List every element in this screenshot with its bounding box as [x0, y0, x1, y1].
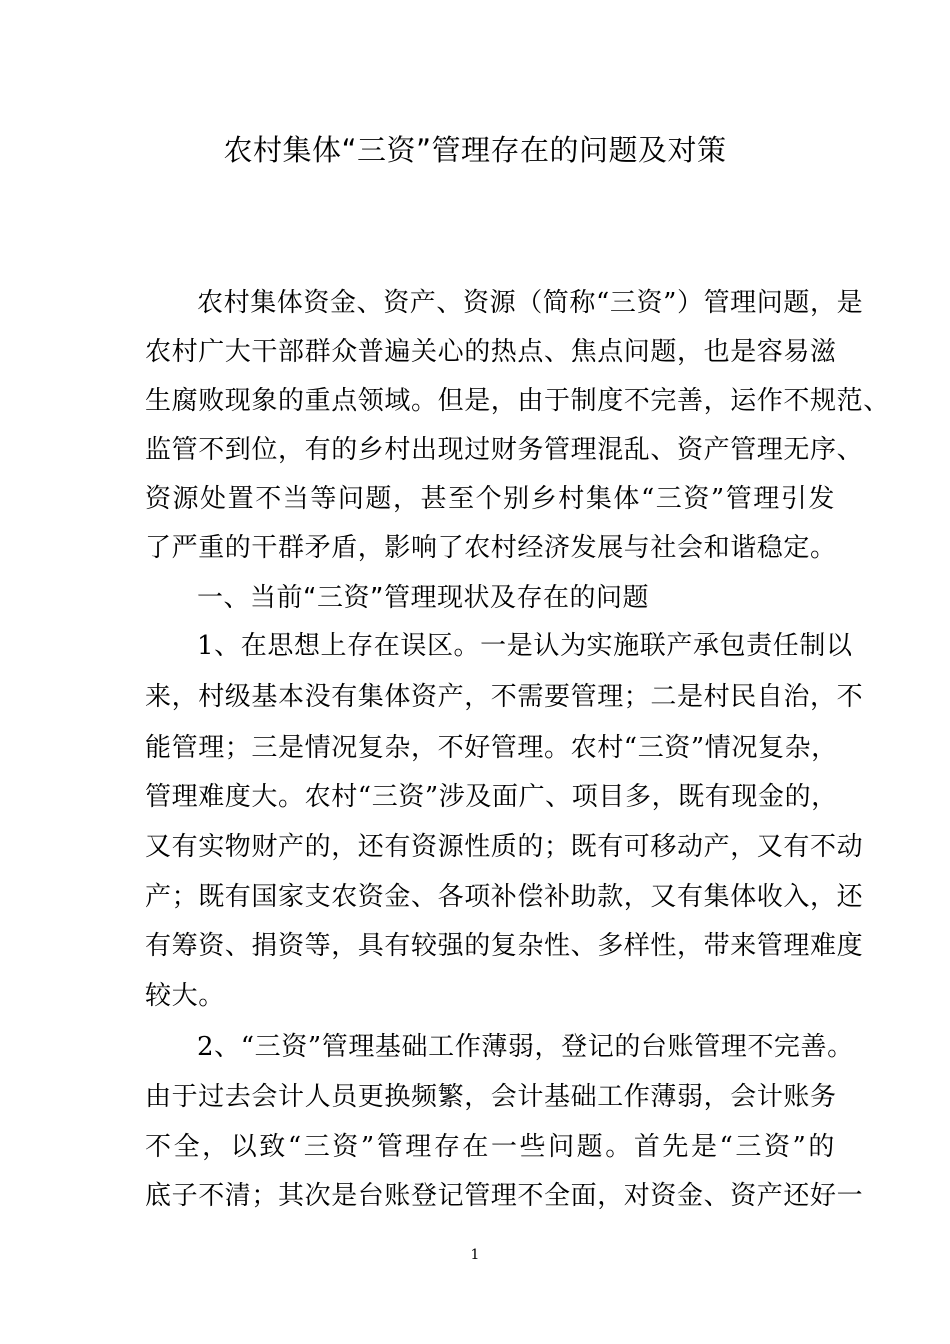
paragraph-1-line-5: 资源处置不当等问题，甚至个别乡村集体“三资”管理引发 — [145, 484, 835, 514]
document-title: 农村集体“三资”管理存在的问题及对策 — [223, 133, 727, 167]
paragraph-2-line-2: 来，村级基本没有集体资产，不需要管理；二是村民自治，不 — [145, 682, 864, 712]
paragraph-1-line-4: 监管不到位，有的乡村出现过财务管理混乱、资产管理无序、 — [145, 435, 864, 465]
paragraph-2-line-6: 产；既有国家支农资金、各项补偿补助款，又有集体收入，还 — [145, 882, 864, 912]
paragraph-1-line-6: 了严重的干群矛盾，影响了农村经济发展与社会和谐稳定。 — [145, 533, 837, 563]
paragraph-3-line-1: 2、“三资”管理基础工作薄弱，登记的台账管理不完善。 — [197, 1032, 854, 1062]
paragraph-2-line-8: 较大。 — [145, 981, 225, 1011]
paragraph-2-line-3: 能管理；三是情况复杂，不好管理。农村“三资”情况复杂， — [145, 733, 838, 763]
paragraph-3-line-4: 底子不清；其次是台账登记管理不全面，对资金、资产还好一 — [145, 1181, 864, 1211]
paragraph-2-line-5: 又有实物财产的，还有资源性质的；既有可移动产，又有不动 — [145, 832, 864, 862]
paragraph-2-line-7: 有筹资、捐资等，具有较强的复杂性、多样性，带来管理难度 — [145, 931, 864, 961]
page-number: 1 — [470, 1247, 480, 1263]
paragraph-2-line-4: 管理难度大。农村“三资”涉及面广、项目多，既有现金的， — [145, 782, 838, 812]
paragraph-2-line-1: 1、在思想上存在误区。一是认为实施联产承包责任制以 — [197, 631, 853, 661]
paragraph-1-line-3: 生腐败现象的重点领域。但是，由于制度不完善，运作不规范、 — [145, 386, 890, 416]
paragraph-3-line-2: 由于过去会计人员更换频繁，会计基础工作薄弱，会计账务 — [145, 1082, 837, 1112]
section-heading-1: 一、当前“三资”管理现状及存在的问题 — [197, 583, 649, 613]
paragraph-1-line-2: 农村广大干部群众普遍关心的热点、焦点问题，也是容易滋 — [145, 337, 837, 367]
paragraph-1-line-1: 农村集体资金、资产、资源（简称“三资”）管理问题，是 — [197, 288, 864, 318]
paragraph-3-line-3: 不全，以致“三资”管理存在一些问题。首先是“三资”的 — [145, 1132, 835, 1162]
